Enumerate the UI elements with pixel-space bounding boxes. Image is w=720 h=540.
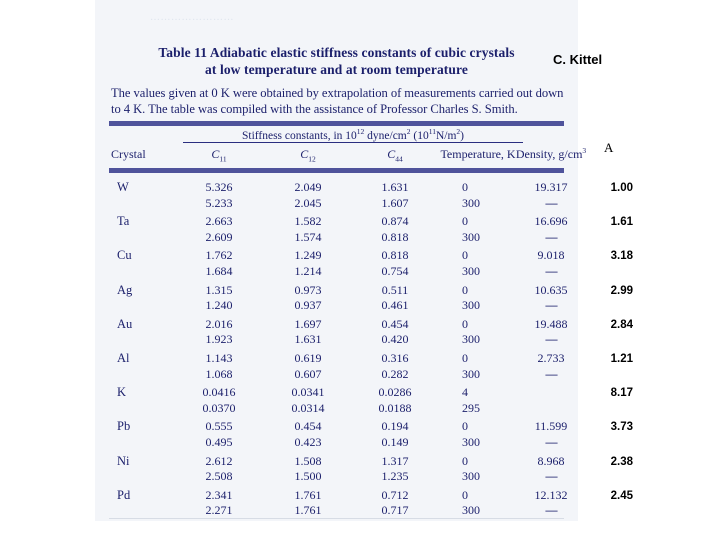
column-header-density-text: Density, g/cm [515,147,583,161]
crystal-symbol: Pb [117,419,131,434]
cell-c44: 0.194 [381,419,409,434]
cell-density: 8.968 [537,453,565,468]
span-header-lead: Stiffness constants, in 10 [241,130,357,142]
cell-c44: 0.511 [381,282,409,297]
cell-c12: 0.607 [294,366,322,381]
crystal-symbol: Al [117,351,130,365]
crystal-symbol: Ta [117,214,130,229]
stiffness-constants-span-header [241,127,465,142]
scan-bottom-edge [109,518,564,519]
anisotropy-value: 1.61 [610,216,633,229]
cell-temperature: 300 [462,298,480,313]
cell-c12: 2.045 [294,195,322,210]
cell-c44: 0.717 [381,503,409,518]
cell-temperature: 300 [462,195,480,210]
cell-c11: 2.609 [205,229,233,244]
cell-c11: 5.233 [205,195,233,210]
cell-c11: 0.0416 [202,385,236,400]
cell-c44: 0.818 [381,248,409,263]
cell-density: 9.018 [537,248,565,263]
cell-temperature: 0 [462,419,468,434]
column-header-c11-subscript: 11 [219,154,227,164]
cell-c11: 0.495 [205,434,233,449]
cell-c44: 0.818 [381,229,409,244]
anisotropy-value: 2.45 [610,489,633,502]
cell-temperature: 0 [462,487,468,502]
span-header-exp-3: 11 [428,127,436,137]
cell-c12: 0.937 [294,298,322,313]
table-title-line-1: Table 11 Adiabatic elastic stiffness constants of cubic crystals [158,45,515,60]
cell-temperature: 0 [462,351,468,365]
cell-c11: 2.612 [205,453,233,468]
cell-c12: 1.697 [294,316,322,331]
cell-c12: 1.214 [294,263,322,278]
cell-density: 16.696 [534,214,568,229]
cell-c11: 0.555 [205,419,233,434]
span-header-exp-2: 2 [406,127,411,137]
cell-density: — [545,298,557,313]
cell-c12: 1.761 [294,503,322,518]
cell-density: — [545,469,557,484]
cell-temperature: 300 [462,469,480,484]
column-header-c44-symbol: C [387,147,396,161]
span-header-paren-close: ) [460,130,465,142]
crystal-symbol: Ag [117,282,133,297]
column-header-c11 [211,147,226,162]
crystal-symbol: K [117,385,127,400]
cell-density: — [545,332,557,347]
table-caption-line-2: down to 4 K. The table was compiled with the assistance of Professor Charles S. Smith. [111,86,564,116]
cell-density: 10.635 [534,282,568,297]
cell-c44: 0.282 [381,366,409,381]
cell-temperature: 295 [462,400,480,415]
cell-temperature: 0 [462,180,468,194]
cell-c11: 2.271 [205,503,233,518]
crystal-symbol: Pd [117,487,131,502]
cell-c11: 1.068 [205,366,233,381]
cell-c11: 1.923 [205,332,233,347]
cell-density: — [545,263,557,278]
table-title-line-2: at low temperature and at room temperature [205,62,468,77]
column-header-density [516,147,586,162]
cell-density: 2.733 [537,351,565,365]
crystal-symbol: Ni [117,453,130,468]
cell-c44: 1.235 [381,469,409,484]
cell-c44: 0.0188 [378,400,412,415]
scanned-table-image [95,0,587,521]
cell-c44: 1.317 [381,453,409,468]
cell-c44: 0.754 [381,263,409,278]
column-header-crystal: Crystal [111,147,146,161]
column-header-c11-symbol: C [211,147,220,161]
cell-density: — [545,434,557,449]
cell-c12: 1.249 [294,248,322,263]
cell-density: — [545,195,557,210]
cell-density: — [545,503,557,518]
column-header-c44 [387,147,403,162]
cell-c11: 1.315 [205,282,233,297]
cell-density: — [545,229,557,244]
cell-c11: 1.240 [205,298,233,313]
cell-density: 11.599 [534,419,568,434]
cell-c11: 1.684 [205,263,233,278]
bleed-through-ghost-text: …………………… [150,12,234,23]
cell-c44: 0.461 [381,298,409,313]
span-header-exp-1: 12 [356,127,365,137]
cell-temperature: 0 [462,453,468,468]
span-header-paren-rest: N/m [435,130,457,142]
cell-temperature: 300 [462,503,480,518]
column-header-c12-subscript: 12 [308,154,316,164]
stiffness-constants-table [95,0,587,521]
cell-c44: 0.712 [381,487,409,502]
cell-density: 19.317 [534,180,568,194]
cell-temperature: 0 [462,316,468,331]
cell-c12: 0.454 [294,419,322,434]
cell-temperature: 4 [462,385,468,400]
cell-c12: 0.0314 [291,400,325,415]
span-header-mid: dyne/cm [364,130,407,142]
cell-temperature: 300 [462,434,480,449]
cell-c12: 1.500 [294,469,322,484]
cell-c44: 0.420 [381,332,409,347]
column-header-c12 [300,147,316,162]
cell-c44: 0.316 [381,351,409,365]
column-header-density-superscript: 3 [582,146,587,155]
cell-c44: 0.874 [381,214,409,229]
cell-c12: 2.049 [294,180,322,194]
cell-density: 19.488 [534,316,568,331]
cell-c11: 2.341 [205,487,233,502]
cell-c11: 2.016 [205,316,233,331]
cell-c11: 5.326 [205,180,233,194]
crystal-symbol: Au [117,316,133,331]
cell-c11: 0.0370 [202,400,236,415]
anisotropy-value: 3.18 [610,250,633,263]
cell-c12: 1.631 [294,332,322,347]
cell-c12: 0.619 [294,351,322,365]
cell-temperature: 300 [462,332,480,347]
source-annotation: C. Kittel [553,52,603,67]
cell-c11: 2.508 [205,469,233,484]
cell-c44: 0.149 [381,434,409,449]
anisotropy-value: 8.17 [610,387,633,400]
crystal-symbol: Cu [117,248,132,263]
span-header-paren-open: (10 [410,130,429,142]
anisotropy-value: 2.38 [610,455,633,468]
cell-temperature: 300 [462,263,480,278]
span-header-underline [183,142,523,143]
cell-density: — [545,366,557,381]
table-caption-line-1: The values given at 0 K were obtained by extrapolation of measurements carried out [111,86,533,100]
cell-temperature: 0 [462,214,468,229]
column-header-temperature: Temperature, K [440,147,516,161]
cell-c11: 1.762 [205,248,233,263]
anisotropy-column-header: A [604,140,614,155]
cell-c12: 1.582 [294,214,322,229]
cell-c12: 1.761 [294,487,322,502]
anisotropy-value: 3.73 [610,421,633,434]
cell-c12: 0.973 [294,282,322,297]
cell-temperature: 300 [462,229,480,244]
anisotropy-value: 2.84 [610,318,633,331]
cell-temperature: 0 [462,248,468,263]
cell-c44: 1.631 [381,180,409,194]
cell-temperature: 0 [462,282,468,297]
cell-c11: 1.143 [205,351,233,365]
cell-c11: 2.663 [205,214,233,229]
column-header-c44-subscript: 44 [395,154,403,164]
cell-c44: 0.454 [381,316,409,331]
anisotropy-value: 2.99 [610,284,633,297]
anisotropy-value: 1.21 [610,353,633,365]
crystal-symbol: W [117,180,129,194]
cell-c12: 0.0341 [291,385,325,400]
cell-c44: 0.0286 [378,385,412,400]
span-header-exp-4: 2 [456,127,461,137]
cell-c12: 0.423 [294,434,322,449]
cell-density: 12.132 [534,487,568,502]
anisotropy-value: 1.00 [610,182,633,194]
cell-c12: 1.574 [294,229,322,244]
cell-c44: 1.607 [381,195,409,210]
column-header-c12-symbol: C [300,147,309,161]
cell-c12: 1.508 [294,453,322,468]
cell-temperature: 300 [462,366,480,381]
